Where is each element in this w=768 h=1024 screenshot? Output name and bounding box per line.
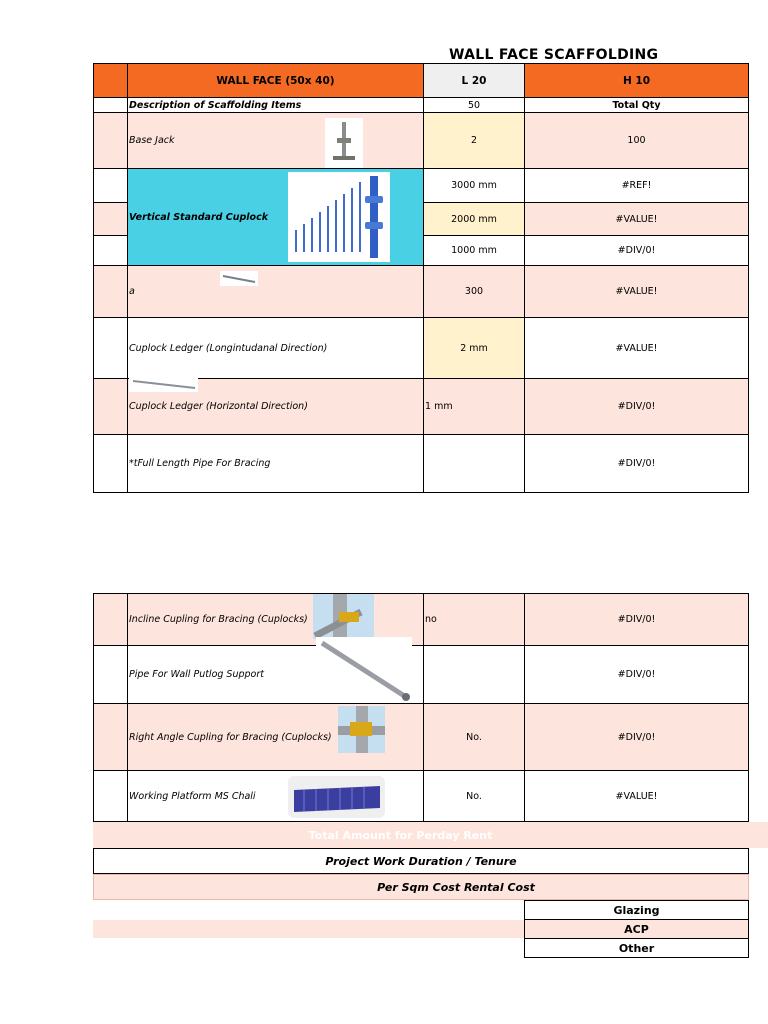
- base-jack-image: [325, 118, 363, 168]
- item-putlog-pipe: Pipe For Wall Putlog Support: [127, 645, 424, 704]
- total-ledger-long: #VALUE!: [524, 317, 749, 379]
- total-working-platform: #VALUE!: [524, 770, 749, 822]
- subheader-total: Total Qty: [524, 97, 749, 113]
- mid-putlog-pipe: [423, 645, 525, 704]
- row-number-cell: [93, 770, 128, 822]
- subheader-qty: 50: [423, 97, 525, 113]
- mid-incline-cupling: no: [423, 593, 525, 646]
- duration-row: Project Work Duration / Tenure: [93, 848, 749, 874]
- row-number-cell: [93, 434, 128, 493]
- total-a: #VALUE!: [524, 265, 749, 318]
- total-rent-row: [93, 822, 768, 848]
- total-right-angle-cupling: #DIV/0!: [524, 703, 749, 771]
- header-item: WALL FACE (50x 40): [127, 63, 424, 98]
- row-number-cell: [93, 97, 128, 113]
- item-working-platform: Working Platform MS Chali: [127, 770, 424, 822]
- row-number-cell: [93, 593, 128, 646]
- header-h: H 10: [524, 63, 749, 98]
- total-rent-label: Total Amount for Perday Rent: [308, 828, 493, 842]
- item-vertical-standard: Vertical Standard Cuplock: [127, 168, 424, 266]
- item-right-angle-cupling: Right Angle Cupling for Bracing (Cuplocks): [127, 703, 424, 771]
- row-number-cell: [93, 378, 128, 435]
- ms-chali-platform-image: [288, 776, 385, 818]
- mid-working-platform: No.: [423, 770, 525, 822]
- item-full-pipe: *tFull Length Pipe For Bracing: [127, 434, 424, 493]
- row-number-cell: [93, 645, 128, 704]
- category-other: Other: [524, 938, 749, 958]
- mid-base-jack: 2: [423, 112, 525, 169]
- mid-right-angle-cupling: No.: [423, 703, 525, 771]
- per-sqm-row: [93, 874, 749, 900]
- total-ledger-horiz: #DIV/0!: [524, 378, 749, 435]
- row-number-cell: [93, 265, 128, 318]
- page-title: WALL FACE SCAFFOLDING: [449, 47, 659, 63]
- header-l: L 20: [423, 63, 525, 98]
- row-number-cell: [93, 317, 128, 379]
- row-number-cell: [93, 202, 128, 236]
- ledger-small-image: [220, 271, 258, 286]
- total-2000: #VALUE!: [524, 202, 749, 236]
- size-2000: 2000 mm: [423, 202, 525, 236]
- mid-a: 300: [423, 265, 525, 318]
- total-base-jack: 100: [524, 112, 749, 169]
- total-incline-cupling: #DIV/0!: [524, 593, 749, 646]
- per-sqm-label: Per Sqm Cost Rental Cost: [377, 880, 535, 894]
- item-ledger-long: Cuplock Ledger (Longintudanal Direction): [127, 317, 424, 379]
- row-number-cell: [93, 63, 128, 98]
- row-number-cell: [93, 168, 128, 203]
- row-number-cell: [93, 235, 128, 266]
- incline-coupler-image: [313, 594, 374, 639]
- total-1000: #DIV/0!: [524, 235, 749, 266]
- subheader-desc: Description of Scaffolding Items: [127, 97, 424, 113]
- row-number-cell: [93, 703, 128, 771]
- item-incline-cupling: Incline Cupling for Bracing (Cuplocks): [127, 593, 424, 646]
- size-1000: 1000 mm: [423, 235, 525, 266]
- mid-full-pipe: [423, 434, 525, 493]
- total-full-pipe: #DIV/0!: [524, 434, 749, 493]
- total-3000: #REF!: [524, 168, 749, 203]
- ledger-pipe-image: [129, 378, 198, 392]
- row-number-cell: [93, 112, 128, 169]
- right-angle-coupler-image: [338, 706, 385, 753]
- category-acp-band: [93, 920, 525, 938]
- item-base-jack: Base Jack: [127, 112, 424, 169]
- size-3000: 3000 mm: [423, 168, 525, 203]
- mid-ledger-horiz: 1 mm: [423, 378, 525, 435]
- item-a: a: [127, 265, 424, 318]
- putlog-pipe-image: [316, 637, 412, 704]
- category-glazing: Glazing: [524, 900, 749, 920]
- item-ledger-horiz: Cuplock Ledger (Horizontal Direction): [127, 378, 424, 435]
- total-putlog-pipe: #DIV/0!: [524, 645, 749, 704]
- mid-ledger-long: 2 mm: [423, 317, 525, 379]
- cuplock-standards-image: [288, 172, 390, 262]
- category-acp: ACP: [524, 919, 749, 939]
